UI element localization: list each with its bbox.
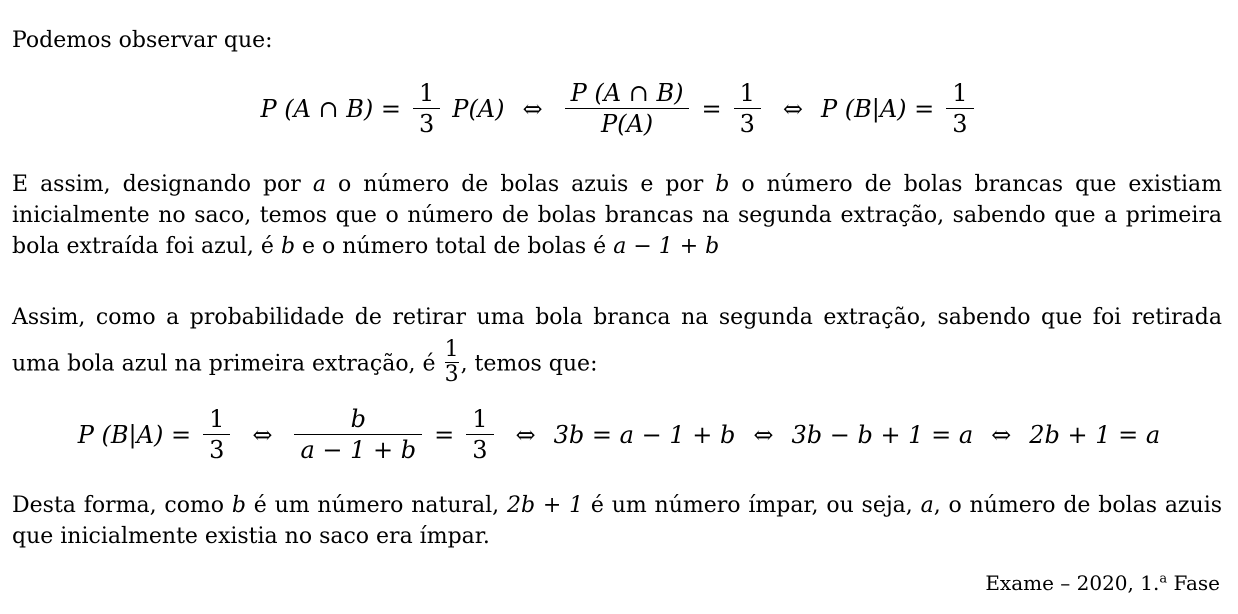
eq2-frac-3: $\frac{1}{3}$ xyxy=(466,404,493,465)
eq1-equals: = xyxy=(701,94,722,123)
exam-source-footer: Exame – 2020, 1.$^a$ Fase xyxy=(985,571,1220,595)
equation-2: P (B|A) = $\frac{1}{3}$ ⇔ $\frac{b}{a - 1 + b}$ = $\frac{1}{3}$ ⇔ 3b = a − 1 + b ⇔ 3b − b + 1 = a ⇔ 2b + 1 = a xyxy=(77,405,1161,464)
intro-text: Podemos observar que: xyxy=(12,28,273,53)
paragraph-4: Desta forma, como b é um número natural, 2b + 1 é um número ímpar, ou seja, a, o número de bolas azuis que inicialmente existia no saco era ímpar. xyxy=(12,493,1223,549)
eq1-iff-1: ⇔ xyxy=(522,94,543,123)
eq2-frac-1: $\frac{1}{3}$ xyxy=(203,404,230,465)
eq1-rhs: P (B|A) = xyxy=(820,94,935,123)
eq1-frac-4: $\frac{1}{3}$ xyxy=(946,78,973,139)
p3-inline-fraction: $\frac{1}{3}$ xyxy=(444,337,459,387)
eq1-frac-3: $\frac{1}{3}$ xyxy=(734,78,761,139)
eq2-frac-2: $\frac{b}{a - 1 + b}$ xyxy=(294,404,422,465)
eq1-frac-1: $\frac{1}{3}$ xyxy=(413,78,440,139)
paragraph-3: Assim, como a probabilidade de retirar uma bola branca na segunda extração, sabendo que foi retirada uma bola azul na primeira extração, é $\frac{1}{3}$ , temos que: xyxy=(12,305,1222,387)
eq1-lhs: P (A ∩ B) = xyxy=(260,94,402,123)
eq1-pa: P(A) xyxy=(452,94,505,123)
paragraph-2: E assim, designando por a o número de bolas azuis e por b o número de bolas brancas que existiam inicialmente no saco, temos que o número de bolas brancas na segunda extração, sabendo que a primeira bola extraída foi azul, é b e o número total de bolas é a − 1 + b xyxy=(12,172,1222,259)
intro-paragraph xyxy=(12,25,1222,56)
eq1-iff-2: ⇔ xyxy=(782,94,803,123)
eq1-frac-2: $\frac{P (A \cap B)}{P(A)}$ xyxy=(565,78,690,139)
equation-1 xyxy=(0,78,1238,139)
